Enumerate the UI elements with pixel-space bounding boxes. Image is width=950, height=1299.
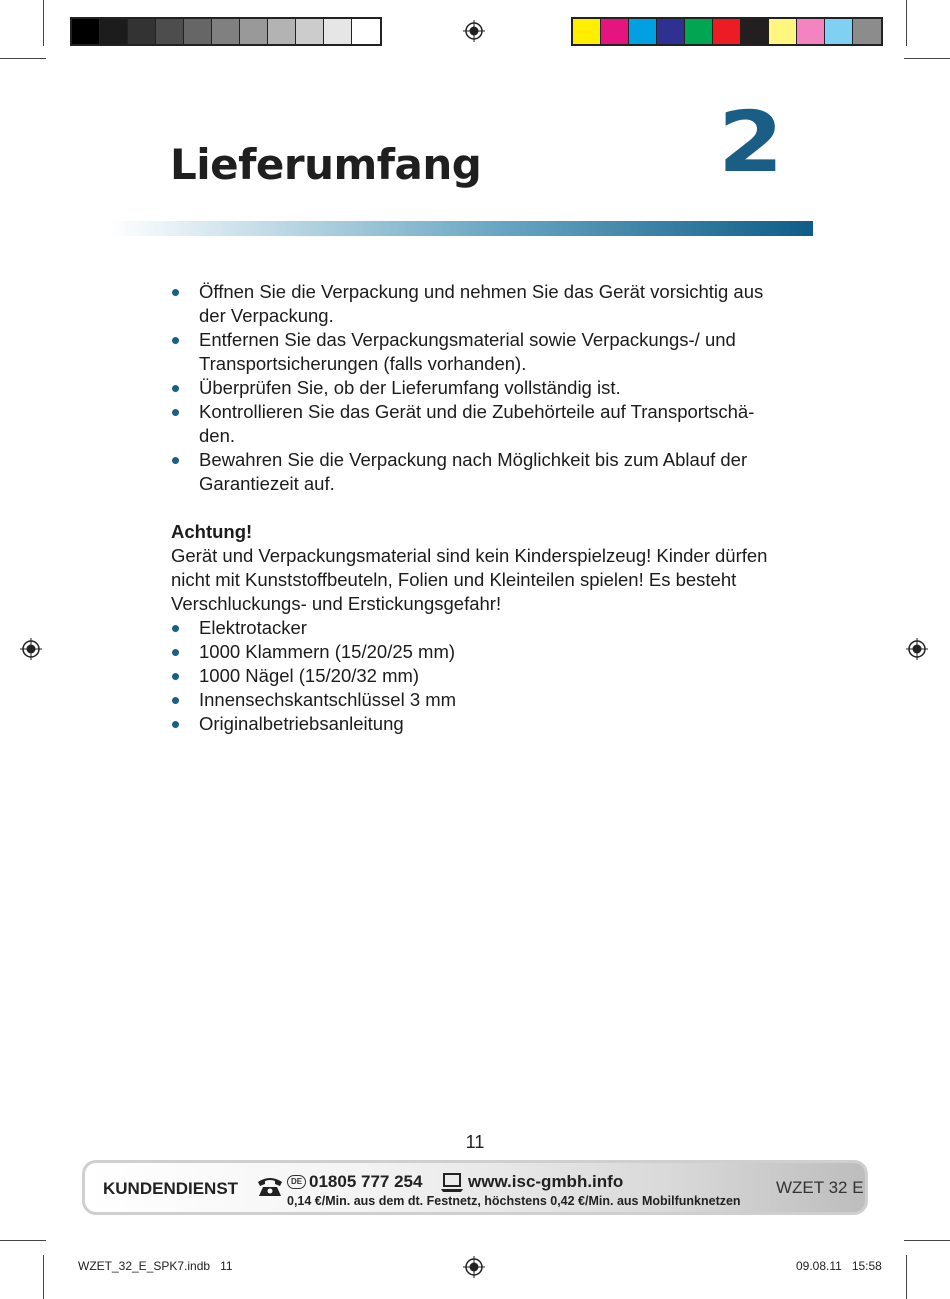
header-gradient-rule (110, 221, 813, 236)
crop-mark (43, 1255, 44, 1299)
bullet-icon (172, 649, 179, 656)
list-item (171, 280, 781, 328)
list-item-text: Originalbetriebsanleitung (199, 713, 404, 734)
list-item (171, 664, 781, 688)
page-number: 11 (465, 1132, 485, 1152)
country-badge: DE (287, 1175, 306, 1189)
registration-mark-icon (463, 1256, 485, 1278)
list-item-text: Überprüfen Sie, ob der Lieferumfang vollständig ist. (199, 377, 621, 398)
list-item-text: 1000 Klammern (15/20/25 mm) (199, 641, 456, 662)
color-swatch (769, 19, 797, 44)
list-item-text: Bewahren Sie die Verpackung nach Möglichkeit bis zum Ablauf der Garantiezeit auf. (199, 449, 748, 494)
color-swatch (629, 19, 657, 44)
file-slug-text: WZET_32_E_SPK7.indb 11 (78, 1259, 233, 1273)
color-swatch (853, 19, 881, 44)
color-swatch (184, 19, 212, 44)
color-swatch (296, 19, 324, 44)
color-swatch (573, 19, 601, 44)
bullet-icon (172, 697, 179, 704)
list-item-text: 1000 Nägel (15/20/32 mm) (199, 665, 420, 686)
bullet-icon (172, 721, 179, 728)
color-swatch (825, 19, 853, 44)
crop-mark (43, 0, 44, 46)
crop-mark (906, 0, 907, 46)
color-swatch (212, 19, 240, 44)
bullet-icon (172, 457, 179, 464)
list-item-text: Entfernen Sie das Verpackungsmaterial sowie Verpackungs-/ und Transportsicherungen (falls vorhanden). (199, 329, 736, 374)
contents-list (171, 616, 781, 736)
page-title: Lieferumfang (170, 140, 482, 189)
file-slug (78, 1259, 233, 1273)
list-item (171, 448, 781, 496)
main-content (171, 280, 781, 736)
list-item-text: Kontrollieren Sie das Gerät und die Zubehörteile auf Transportschä-den. (199, 401, 755, 446)
instruction-list (171, 280, 781, 496)
service-label: KUNDENDIENST (103, 1179, 239, 1198)
call-rates-note: 0,14 €/Min. aus dem dt. Festnetz, höchstens 0,42 €/Min. aus Mobilfunknetzen (287, 1194, 741, 1208)
bullet-icon (172, 385, 179, 392)
color-swatch (240, 19, 268, 44)
list-item (171, 400, 781, 448)
list-item-text: Öffnen Sie die Verpackung und nehmen Sie das Gerät vorsichtig aus der Verpackung. (199, 281, 764, 326)
registration-mark-icon (20, 638, 42, 660)
warning-text: Gerät und Verpackungsmaterial sind kein Kinderspielzeug! Kinder dürfen nicht mit Kunststoffbeuteln, Folien und Kleinteilen spielen! Es besteht Verschluckungs- und Erstickungsgefahr! (171, 545, 768, 614)
list-item (171, 688, 781, 712)
color-swatch (657, 19, 685, 44)
color-swatch (128, 19, 156, 44)
list-item (171, 328, 781, 376)
telephone-icon (256, 1174, 284, 1198)
color-swatch (156, 19, 184, 44)
laptop-icon (441, 1173, 463, 1193)
website-link[interactable]: www.isc-gmbh.info (468, 1172, 624, 1191)
color-swatch (797, 19, 825, 44)
chapter-number: 2 (718, 93, 784, 191)
color-swatch (713, 19, 741, 44)
color-swatch (72, 19, 100, 44)
date-slug (796, 1259, 882, 1273)
registration-mark-icon (906, 638, 928, 660)
list-item (171, 712, 781, 736)
color-swatch (352, 19, 380, 44)
list-item-text: Elektrotacker (199, 617, 307, 638)
bullet-icon (172, 289, 179, 296)
process-color-bar (571, 17, 883, 46)
bullet-icon (172, 409, 179, 416)
list-item (171, 376, 781, 400)
model-name: WZET 32 E (776, 1178, 864, 1197)
crop-mark (0, 58, 46, 59)
color-swatch (324, 19, 352, 44)
bullet-icon (172, 673, 179, 680)
warning-heading: Achtung! (171, 521, 253, 542)
color-swatch (601, 19, 629, 44)
warning-notice (171, 520, 781, 616)
crop-mark (906, 1255, 907, 1299)
registration-mark-icon (463, 20, 485, 42)
list-item (171, 616, 781, 640)
list-item (171, 640, 781, 664)
bullet-icon (172, 625, 179, 632)
crop-mark (904, 1240, 950, 1241)
bullet-icon (172, 337, 179, 344)
hotline-number: 01805 777 254 (309, 1172, 423, 1191)
date-slug-text: 09.08.11 15:58 (796, 1259, 882, 1273)
crop-mark (904, 58, 950, 59)
grayscale-color-bar (70, 17, 382, 46)
crop-mark (0, 1240, 46, 1241)
color-swatch (741, 19, 769, 44)
color-swatch (100, 19, 128, 44)
color-swatch (685, 19, 713, 44)
list-item-text: Innensechskantschlüssel 3 mm (199, 689, 457, 710)
color-swatch (268, 19, 296, 44)
